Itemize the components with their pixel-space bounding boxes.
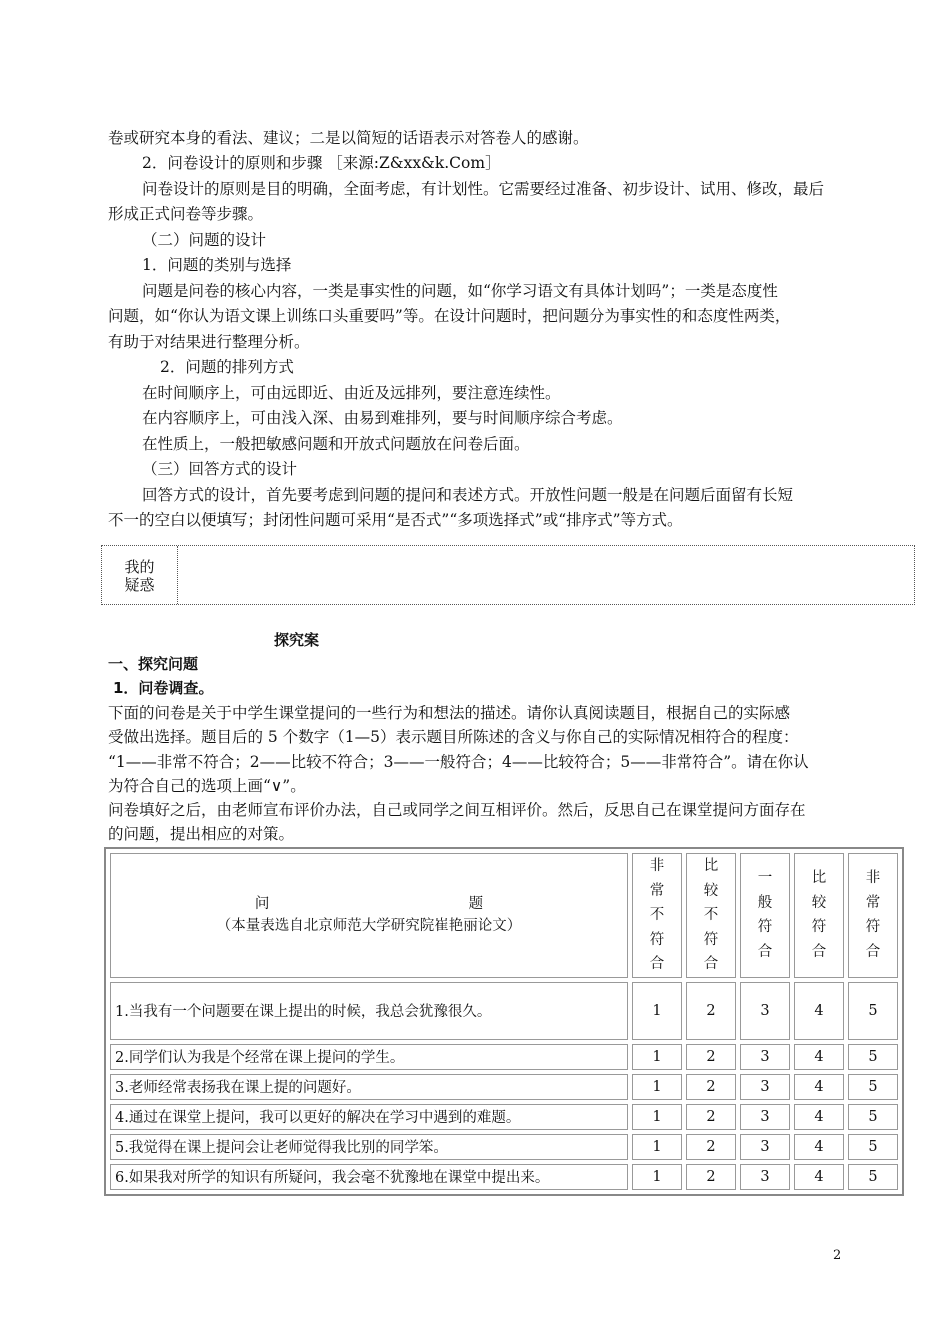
- score-option[interactable]: 4: [794, 1074, 844, 1100]
- text-line: 问卷填好之后，由老师宣布评价办法，自己或同学之间互相评价。然后，反思自己在课堂提问方面存在: [108, 801, 806, 819]
- score-option[interactable]: 3: [740, 1164, 790, 1190]
- score-option[interactable]: 1: [632, 1164, 682, 1190]
- text-line: 为符合自己的选项上画“∨”。: [108, 777, 306, 795]
- text-line: 在时间顺序上，可由远即近、由近及远排列，要注意连续性。: [142, 384, 561, 402]
- explore-title: 探究案: [274, 631, 320, 649]
- question-source: （本量表选自北京师范大学研究院崔艳丽论文）: [216, 918, 522, 935]
- column-label: 非常不符合: [649, 858, 665, 972]
- text-line: 问题，如“你认为语文课上训练口头重要吗”等。在设计问题时，把问题分为事实性的和态度性两类，: [108, 307, 791, 325]
- score-option[interactable]: 2: [686, 1074, 736, 1100]
- question-text: 1.当我有一个问题要在课上提出的时候，我总会犹豫很久。: [110, 982, 628, 1040]
- table-row: [110, 1104, 898, 1130]
- subsection-heading: 1．问卷调查。: [113, 679, 214, 697]
- table-row: [110, 1044, 898, 1070]
- column-label: 一般符合: [757, 870, 773, 960]
- score-option[interactable]: 2: [686, 1134, 736, 1160]
- column-header: [686, 853, 736, 978]
- score-option[interactable]: 3: [740, 1134, 790, 1160]
- question-header-char: 问: [254, 896, 270, 913]
- question-text: 5.我觉得在课上提问会让老师觉得我比别的同学笨。: [110, 1134, 628, 1160]
- column-label: 比较不符合: [703, 858, 719, 972]
- text-line: 问卷设计的原则是目的明确，全面考虑，有计划性。它需要经过准备、初步设计、试用、修改，最后: [142, 180, 825, 198]
- text-line: 有助于对结果进行整理分析。: [108, 333, 310, 351]
- score-option[interactable]: 2: [686, 1104, 736, 1130]
- score-option[interactable]: 5: [848, 1044, 898, 1070]
- text-line: 的问题，提出相应的对策。: [108, 825, 295, 843]
- text-line: 受做出选择。题目后的 5 个数字（1—5）表示题目所陈述的含义与你自己的实际情况相符合的程度：: [108, 728, 799, 746]
- score-option[interactable]: 3: [740, 1074, 790, 1100]
- score-option[interactable]: 4: [794, 982, 844, 1040]
- score-option[interactable]: 5: [848, 1134, 898, 1160]
- text-line: 问题是问卷的核心内容，一类是事实性的问题，如“你学习语文有具体计划吗”；一类是态度性: [142, 282, 778, 300]
- text-line: 不一的空白以便填写；封闭性问题可采用“是否式”“多项选择式”或“排序式”等方式。: [108, 511, 683, 529]
- table-row: [110, 1164, 898, 1190]
- table-row: [110, 1134, 898, 1160]
- score-option[interactable]: 4: [794, 1134, 844, 1160]
- column-header: [794, 853, 844, 978]
- score-option[interactable]: 3: [740, 1044, 790, 1070]
- score-option[interactable]: 1: [632, 1104, 682, 1130]
- score-option[interactable]: 2: [686, 982, 736, 1040]
- text-line: “1——非常不符合；2——比较不符合；3——一般符合；4——比较符合；5——非常符合”。请在你认: [108, 753, 809, 771]
- score-option[interactable]: 5: [848, 1074, 898, 1100]
- doubt-box[interactable]: [101, 545, 915, 605]
- column-header: [740, 853, 790, 978]
- score-option[interactable]: 4: [794, 1044, 844, 1070]
- question-text: 3.老师经常表扬我在课上提的问题好。: [110, 1074, 628, 1100]
- score-option[interactable]: 1: [632, 1074, 682, 1100]
- text-line: 在内容顺序上，可由浅入深、由易到难排列，要与时间顺序综合考虑。: [142, 409, 623, 427]
- doubt-label-line: 疑惑: [124, 576, 155, 594]
- score-option[interactable]: 1: [632, 1044, 682, 1070]
- page-number: 2: [833, 1248, 842, 1263]
- question-text: 6.如果我对所学的知识有所疑问，我会毫不犹豫地在课堂中提出来。: [110, 1164, 628, 1190]
- doubt-label-line: 我的: [124, 558, 155, 576]
- score-option[interactable]: 5: [848, 1104, 898, 1130]
- doubt-label: [102, 546, 178, 604]
- text-line: 在性质上，一般把敏感问题和开放式问题放在问卷后面。: [142, 435, 530, 453]
- question-header: [110, 853, 628, 978]
- score-option[interactable]: 1: [632, 982, 682, 1040]
- score-option[interactable]: 2: [686, 1044, 736, 1070]
- score-option[interactable]: 1: [632, 1134, 682, 1160]
- heading-question-design: （二）问题的设计: [142, 231, 267, 249]
- score-option[interactable]: 5: [848, 982, 898, 1040]
- question-text: 4.通过在课堂上提问，我可以更好的解决在学习中遇到的难题。: [110, 1104, 628, 1130]
- table-row: [110, 982, 898, 1040]
- score-option[interactable]: 2: [686, 1164, 736, 1190]
- question-header-title: [111, 893, 627, 915]
- column-label: 比较符合: [811, 870, 827, 960]
- heading-answer-design: （三）回答方式的设计: [142, 460, 298, 478]
- heading-question-types: 1．问题的类别与选择: [142, 256, 292, 274]
- text-line: 形成正式问卷等步骤。: [108, 205, 264, 223]
- column-header: [632, 853, 682, 978]
- column-label: 非常符合: [865, 870, 881, 960]
- section-heading: 一、探究问题: [108, 655, 199, 673]
- text-line: 卷或研究本身的看法、建议；二是以简短的话语表示对答卷人的感谢。: [108, 129, 589, 147]
- heading-question-order: 2．问题的排列方式: [160, 358, 294, 376]
- table-row: [110, 1074, 898, 1100]
- score-option[interactable]: 5: [848, 1164, 898, 1190]
- score-option[interactable]: 3: [740, 1104, 790, 1130]
- score-option[interactable]: 3: [740, 982, 790, 1040]
- score-option[interactable]: 4: [794, 1164, 844, 1190]
- text-line: 下面的问卷是关于中学生课堂提问的一些行为和想法的描述。请你认真阅读题目，根据自己的实际感: [108, 704, 791, 722]
- table-header-row: [110, 853, 898, 978]
- text-line: 回答方式的设计，首先要考虑到问题的提问和表述方式。开放性问题一般是在问题后面留有长短: [142, 486, 794, 504]
- question-text: 2.同学们认为我是个经常在课上提问的学生。: [110, 1044, 628, 1070]
- survey-table: [104, 847, 904, 1196]
- column-header: [848, 853, 898, 978]
- score-option[interactable]: 4: [794, 1104, 844, 1130]
- question-header-char: 题: [468, 896, 484, 913]
- heading-principles: 2．问卷设计的原则和步骤 ［来源:Z&xx&k.Com］: [142, 154, 501, 172]
